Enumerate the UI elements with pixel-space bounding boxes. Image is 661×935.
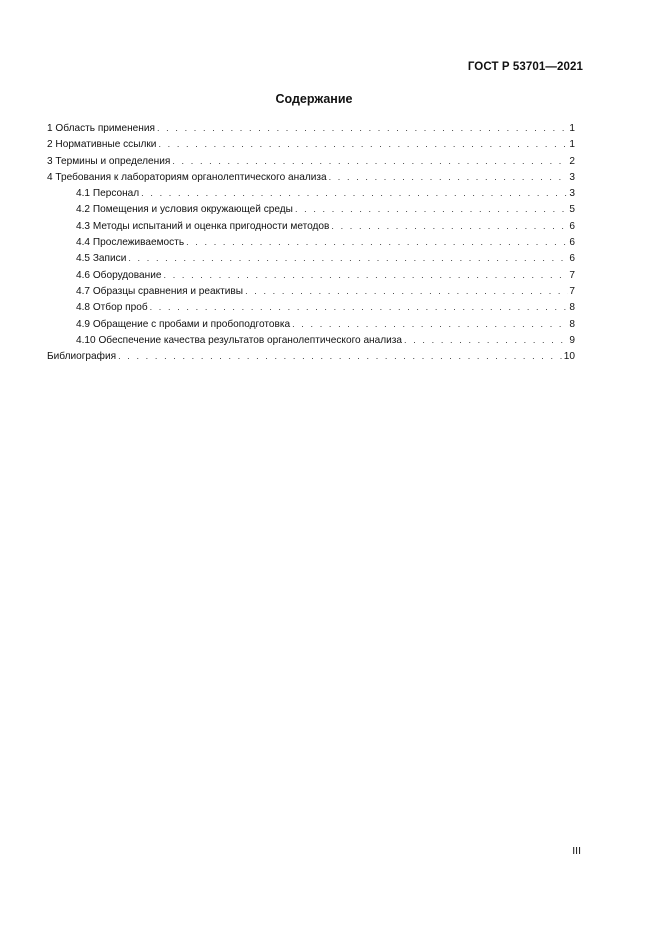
toc-subentry[interactable] bbox=[47, 332, 575, 348]
toc-dot-leader bbox=[186, 234, 568, 250]
toc-entry-page: 3 bbox=[569, 171, 575, 183]
document-code: ГОСТ Р 53701—2021 bbox=[467, 61, 583, 73]
toc-dot-leader bbox=[172, 153, 568, 169]
toc-entry-page: 7 bbox=[569, 269, 575, 281]
toc-entry-page: 1 bbox=[569, 123, 575, 134]
table-of-contents bbox=[47, 120, 575, 364]
toc-subentry[interactable] bbox=[47, 299, 575, 315]
toc-entry[interactable] bbox=[47, 153, 575, 169]
toc-dot-leader bbox=[245, 283, 568, 299]
toc-subentry[interactable] bbox=[47, 250, 575, 266]
toc-entry[interactable] bbox=[47, 169, 575, 185]
toc-subentry[interactable] bbox=[47, 185, 575, 201]
toc-entry[interactable] bbox=[47, 348, 575, 364]
toc-dot-leader bbox=[295, 201, 568, 217]
toc-entry-page: 6 bbox=[569, 253, 575, 265]
toc-entry-label: 4.8 Отбор проб bbox=[76, 302, 148, 314]
toc-dot-leader bbox=[150, 299, 569, 315]
toc-subentry[interactable] bbox=[47, 316, 575, 332]
toc-entry-page: 6 bbox=[569, 220, 575, 232]
toc-entry-label: 4.1 Персонал bbox=[76, 188, 140, 200]
toc-dot-leader bbox=[141, 185, 568, 201]
toc-dot-leader bbox=[329, 169, 569, 185]
toc-entry-label: Библиография bbox=[47, 351, 117, 363]
toc-entry-label: 4.7 Образцы сравнения и реактивы bbox=[76, 285, 244, 297]
toc-entry-page: 8 bbox=[569, 302, 575, 314]
toc-dot-leader bbox=[128, 250, 568, 266]
toc-subentry[interactable] bbox=[47, 267, 575, 283]
toc-subentry[interactable] bbox=[47, 201, 575, 217]
toc-subentry[interactable] bbox=[47, 283, 575, 299]
toc-entry-label: 2 Нормативные ссылки bbox=[47, 139, 157, 151]
toc-dot-leader bbox=[331, 218, 568, 234]
toc-entry-page: 2 bbox=[569, 155, 575, 167]
toc-entry-label: 4.6 Оборудование bbox=[76, 269, 162, 281]
toc-dot-leader bbox=[157, 120, 568, 136]
toc-entry-label: 4.9 Обращение с пробами и пробоподготовка bbox=[76, 318, 291, 330]
toc-entry-page: 6 bbox=[569, 237, 575, 249]
toc-entry-page: 7 bbox=[569, 285, 575, 297]
toc-entry-page: 8 bbox=[569, 318, 575, 330]
toc-entry-page: 10 bbox=[563, 351, 575, 363]
toc-entry-page: 9 bbox=[569, 334, 575, 346]
toc-entry-label: 3 Термины и определения bbox=[47, 155, 171, 167]
toc-entry-label: 4.2 Помещения и условия окружающей среды bbox=[76, 204, 293, 216]
toc-entry-label: 4 Требования к лабораториям органолептического анализа bbox=[47, 171, 327, 183]
toc-dot-leader bbox=[404, 332, 568, 348]
toc-entry-label: 1 Область применения bbox=[47, 123, 155, 134]
toc-dot-leader bbox=[158, 136, 568, 152]
toc-title: Содержание bbox=[275, 92, 353, 106]
toc-entry-page: 1 bbox=[569, 139, 575, 151]
toc-dot-leader bbox=[118, 348, 563, 364]
toc-entry-page: 3 bbox=[569, 188, 575, 200]
toc-entry-label: 4.10 Обеспечение качества результатов органолептического анализа bbox=[76, 334, 403, 346]
toc-entry[interactable] bbox=[47, 120, 575, 136]
toc-dot-leader bbox=[164, 267, 569, 283]
page-number: III bbox=[572, 845, 581, 857]
toc-entry-label: 4.4 Прослеживаемость bbox=[76, 237, 185, 249]
toc-entry[interactable] bbox=[47, 136, 575, 152]
toc-dot-leader bbox=[292, 316, 568, 332]
toc-subentry[interactable] bbox=[47, 234, 575, 250]
toc-subentry[interactable] bbox=[47, 218, 575, 234]
toc-entry-page: 5 bbox=[569, 204, 575, 216]
toc-entry-label: 4.5 Записи bbox=[76, 253, 127, 265]
toc-entry-label: 4.3 Методы испытаний и оценка пригодности методов bbox=[76, 220, 330, 232]
